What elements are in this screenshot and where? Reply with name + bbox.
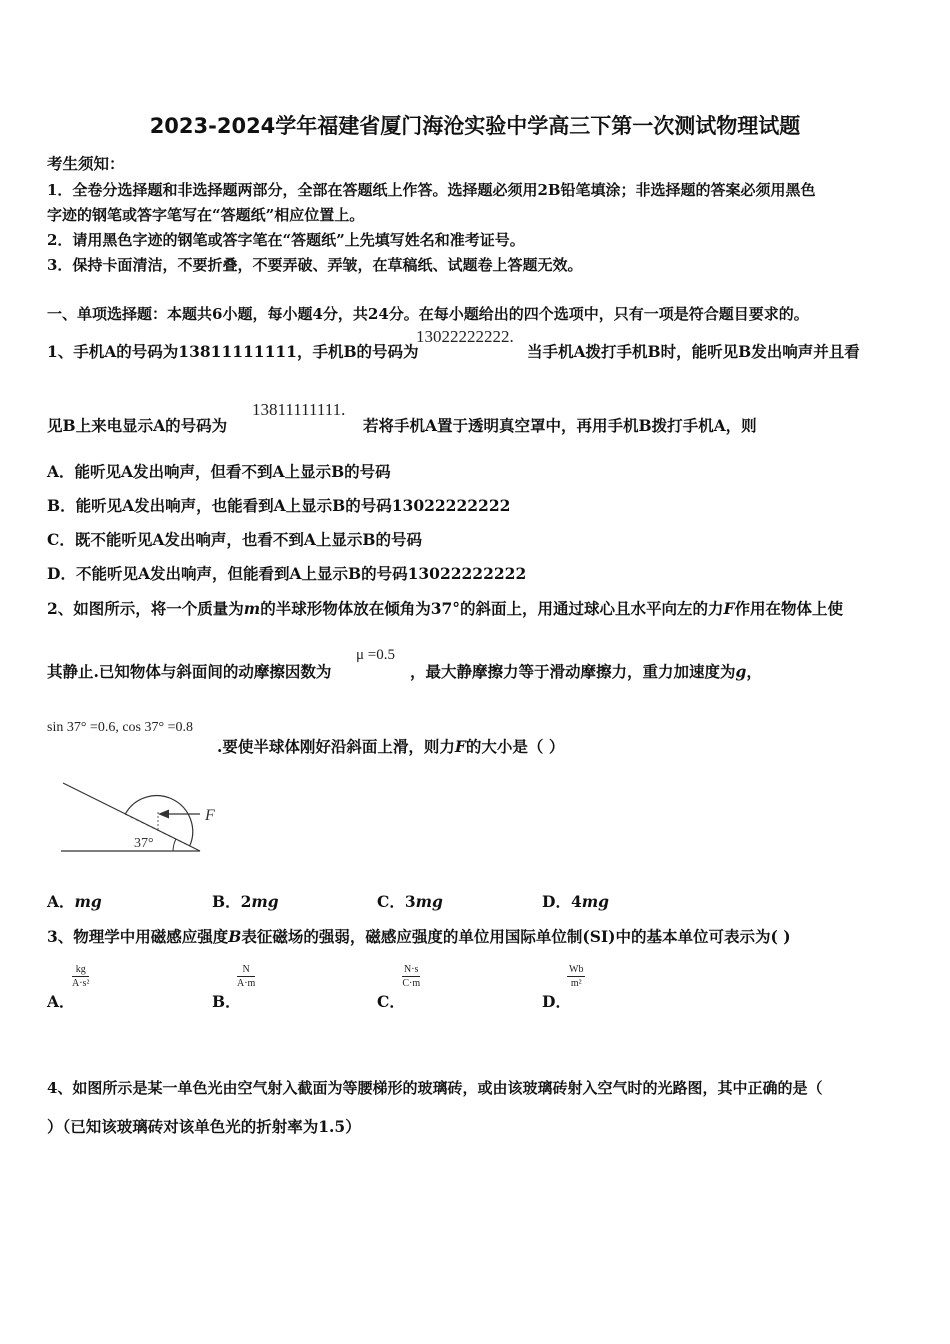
q1-option-a: A．能听见A发出响声，但看不到A上显示B的号码 [47,462,391,481]
q3-option-d-label: D． [542,992,571,1011]
q3-option-c-fraction: $\frac{N\cdot s}{C\cdot m}$ [402,964,421,989]
q3-option-b-label: B． [212,992,241,1011]
q1-line2-part1: 见B上来电显示A的号码为 [47,416,228,435]
q2-line2-text: ，最大静摩擦力等于滑动摩擦力，重力加速度为 [410,662,736,681]
q2-option-c: C．3mg [377,892,443,911]
q2-mu-formula: μ =0.5 [356,647,396,663]
q2-line2-end: ， [746,662,762,681]
q2-option-d: D．4mg [542,892,609,911]
q3-option-d-fraction: $\frac{Wb}{\text{m²}}$ [569,964,584,989]
q2-force-symbol-2: F [454,737,466,756]
angle-label: 37° [134,836,154,851]
q2-line3 [217,735,564,757]
section-heading: 一、单项选择题：本题共6小题，每小题4分，共24分。在每小题给出的四个选项中，只有一项是符合题目要求的。 [47,305,809,323]
q2-line1-mid: 的半球形物体放在倾角为37°的斜面上，用通过球心且水平向左的力 [260,599,724,618]
q2-line1-pre: 2、如图所示，将一个质量为 [47,599,244,618]
force-label: F [205,807,215,824]
q1-option-b: B．能听见A发出响声，也能看到A上显示B的号码13022222222 [47,496,511,515]
q1-line1-part1: 1、手机A的号码为13811111111，手机B的号码为 [47,342,419,361]
notice-item-3: 3．保持卡面清洁，不要折叠，不要弄破、弄皱，在草稿纸、试题卷上答题无效。 [47,256,583,274]
q1-formula-1: 13022222222. [416,327,514,346]
q1-line2-part2: 若将手机A置于透明真空罩中，再用手机B拨打手机A，则 [363,416,757,435]
q1-line1-part2: 当手机A拨打手机B时，能听见B发出响声并且看 [527,342,860,361]
q3-line [47,925,791,947]
notice-heading: 考生须知： [47,154,125,173]
q4-line1: 4、如图所示是某一单色光由空气射入截面为等腰梯形的玻璃砖，或由该玻璃砖射入空气时的光路图，其中正确的是（ [47,1079,823,1097]
q2-line3-text: .要使半球体刚好沿斜面上滑，则力 [217,737,455,756]
q3-b-symbol: B [228,927,242,946]
q2-line3-end: 的大小是（ ） [465,737,565,756]
q2-line1 [47,597,843,619]
q2-mass-symbol: m [243,599,261,618]
q2-trig-formula: sin 37° =0.6, cos 37° =0.8 [47,720,193,735]
q3-line-post: 表征磁场的强弱，磁感应强度的单位用国际单位制(SI)中的基本单位可表示为( ) [241,927,791,946]
q2-option-a: A．mg [47,892,102,911]
q2-force-symbol: F [723,599,735,618]
q3-option-c-label: C． [377,992,405,1011]
q1-option-d: D．不能听见A发出响声，但能看到A上显示B的号码13022222222 [47,564,527,583]
q2-line2-part2 [410,660,762,682]
q2-line1-post: 作用在物体上使 [734,599,844,618]
q2-line2-part1: 其静止.已知物体与斜面间的动摩擦因数为 [47,662,332,681]
force-arrow-head [158,810,169,819]
q2-g-symbol: g [735,662,747,681]
q3-option-a-label: A． [47,992,75,1011]
q3-line-pre: 3、物理学中用磁感应强度 [47,927,229,946]
angle-arc [173,839,176,851]
page-title: 2023-2024学年福建省厦门海沧实验中学高三下第一次测试物理试题 [149,114,801,138]
notice-item-2: 2．请用黑色字迹的钢笔或答字笔在“答题纸”上先填写姓名和准考证号。 [47,231,525,249]
q2-option-b: B．2mg [212,892,279,911]
notice-item-1-cont: 字迹的钢笔或答字笔写在“答题纸”相应位置上。 [47,206,365,224]
q4-line2: ）（已知该玻璃砖对该单色光的折射率为1.5） [47,1117,361,1136]
q2-incline-figure [55,770,235,860]
q3-option-b-fraction: $\frac{N}{A\cdot m}$ [237,964,256,989]
q1-formula-2: 13811111111. [252,400,346,419]
q1-option-c: C．既不能听见A发出响声，也看不到A上显示B的号码 [47,530,422,549]
q3-option-a-fraction: $\frac{kg}{\text{A·s²}}$ [72,964,90,989]
notice-item-1: 1．全卷分选择题和非选择题两部分，全部在答题纸上作答。选择题必须用2B铅笔填涂；非选择题的答案必须用黑色 [47,181,816,199]
